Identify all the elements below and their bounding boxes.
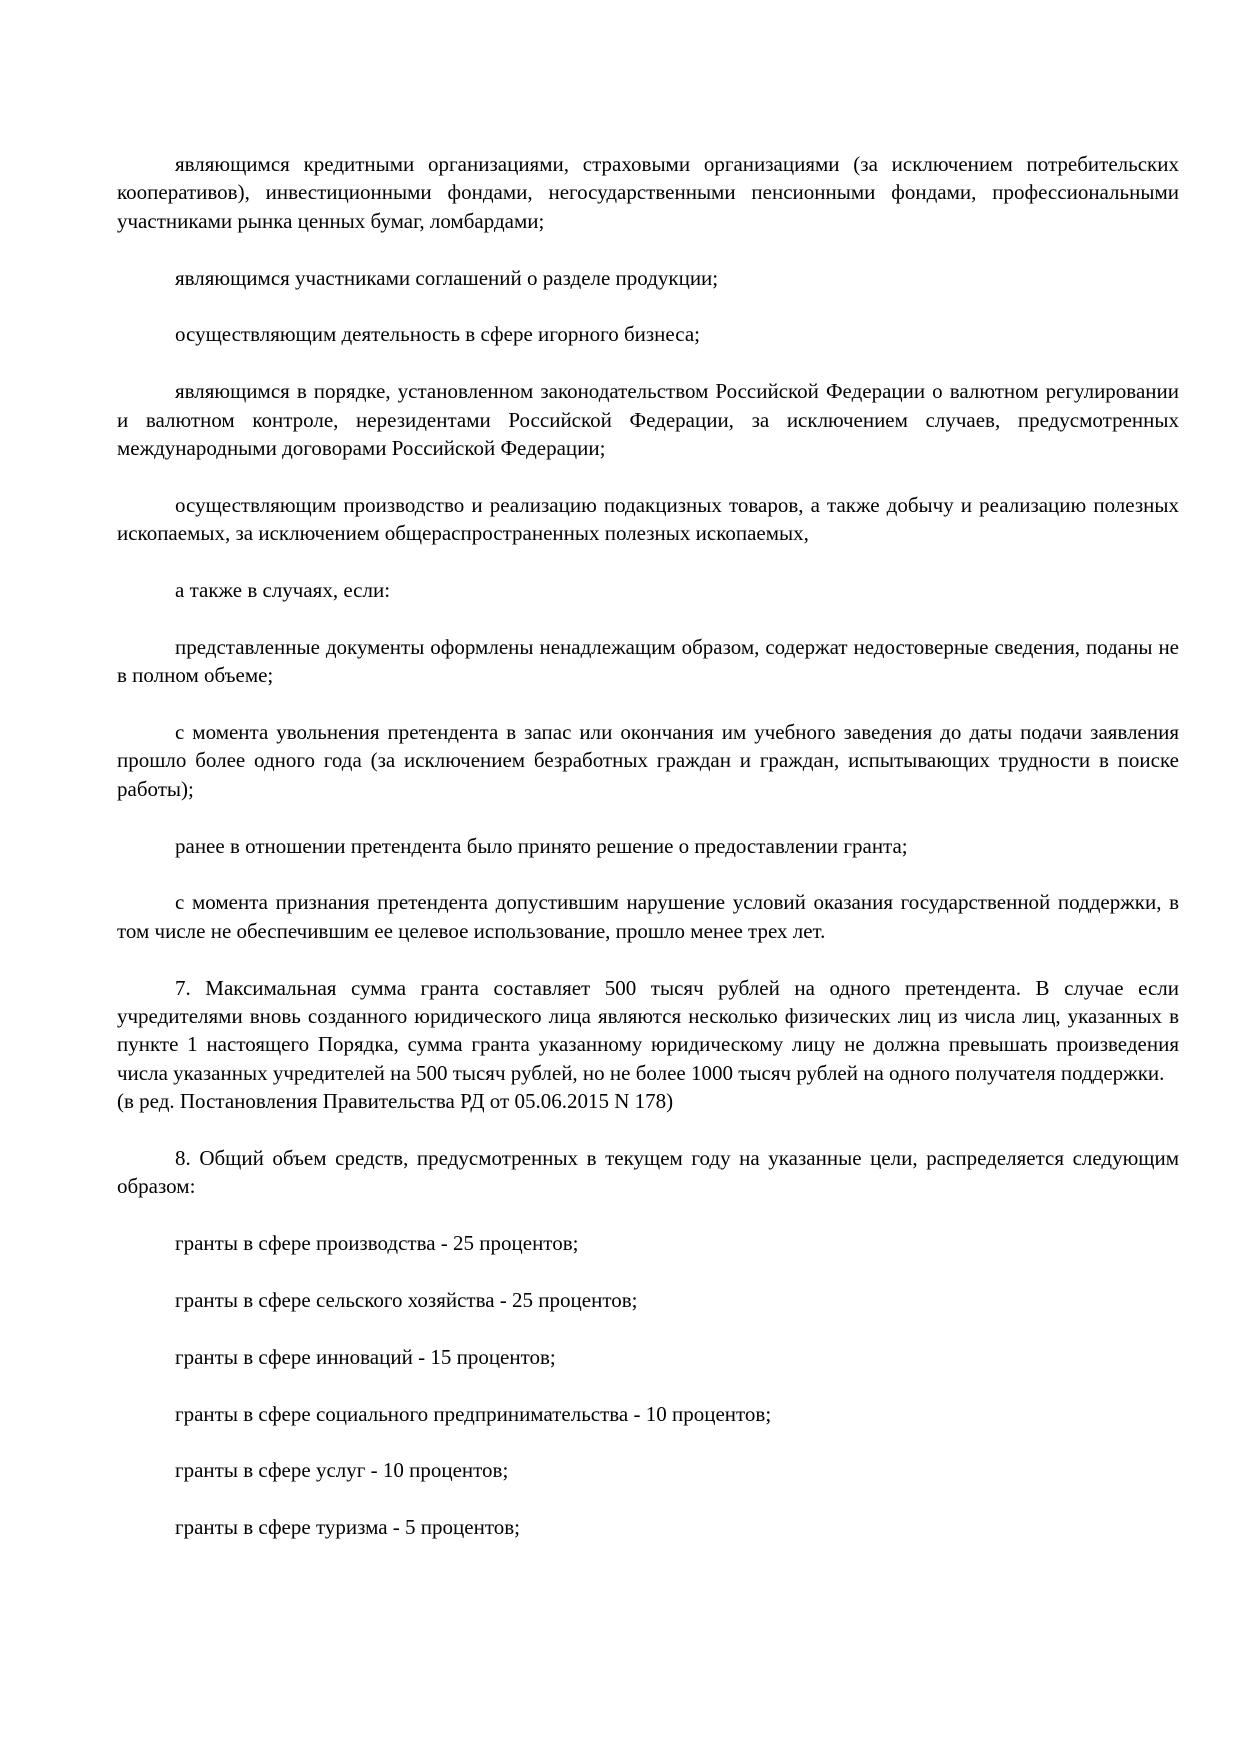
paragraph-item-8: 8. Общий объем средств, предусмотренных в текущем году на указанные цели, распределяется следующим образом:: [117, 1146, 1179, 1199]
paragraph: а также в случаях, если:: [175, 578, 391, 603]
list-item: гранты в сфере сельского хозяйства - 25 процентов;: [175, 1288, 638, 1313]
list-item: гранты в сфере производства - 25 процентов;: [175, 1231, 579, 1256]
paragraph: осуществляющим производство и реализацию подакцизных товаров, а также добычу и реализацию полезных ископаемых, за исключением общераспространенных полезных ископаемых,: [117, 492, 1179, 546]
paragraph: с момента признания претендента допустившим нарушение условий оказания государственной поддержки, в том числе не обеспечившим ее целевое использование, прошло менее трех лет.: [117, 890, 1179, 943]
list-item: гранты в сфере социального предпринимательства - 10 процентов;: [175, 1401, 772, 1426]
paragraph: с момента увольнения претендента в запас или окончания им учебного заведения до даты подачи заявления прошло более одного года (за исключением безработных граждан и граждан, испытывающих трудности в поиске работы);: [117, 720, 1179, 801]
list-item: гранты в сфере услуг - 10 процентов;: [175, 1458, 509, 1483]
document-page: [117, 150, 1179, 1570]
list-item: гранты в сфере туризма - 5 процентов;: [175, 1515, 520, 1540]
paragraph: являющимся участниками соглашений о разделе продукции;: [175, 265, 719, 290]
paragraph: являющимся кредитными организациями, страховыми организациями (за исключением потребительских кооперативов), инвестиционными фондами, негосударственными пенсионными фондами, профессиональными участниками рынка ценных бумаг, ломбардами;: [117, 152, 1179, 233]
amendment-note: (в ред. Постановления Правительства РД от 05.06.2015 N 178): [117, 1089, 674, 1114]
paragraph-item-7: 7. Максимальная сумма гранта составляет 500 тысяч рублей на одного претендента. В случае если учредителями вновь созданного юридического лица являются несколько физических лиц из числа лиц, указанных в пункте 1 настоящего Порядка, сумма гранта указанному юридическому лицу не должна превышать произведения числа указанных учредителей на 500 тысяч рублей, но не более 1000 тысяч рублей на одного получателя поддержки.: [117, 975, 1179, 1085]
paragraph: осуществляющим деятельность в сфере игорного бизнеса;: [175, 322, 700, 347]
paragraph: представленные документы оформлены ненадлежащим образом, содержат недостоверные сведения, поданы не в полном объеме;: [117, 634, 1179, 688]
list-item: гранты в сфере инноваций - 15 процентов;: [175, 1344, 556, 1369]
paragraph: являющимся в порядке, установленном законодательством Российской Федерации о валютном регулировании и валютном контроле, нерезидентами Российской Федерации, за исключением случаев, предусмотренных международными договорами Российской Федерации;: [117, 379, 1179, 461]
paragraph: ранее в отношении претендента было принято решение о предоставлении гранта;: [175, 833, 908, 858]
